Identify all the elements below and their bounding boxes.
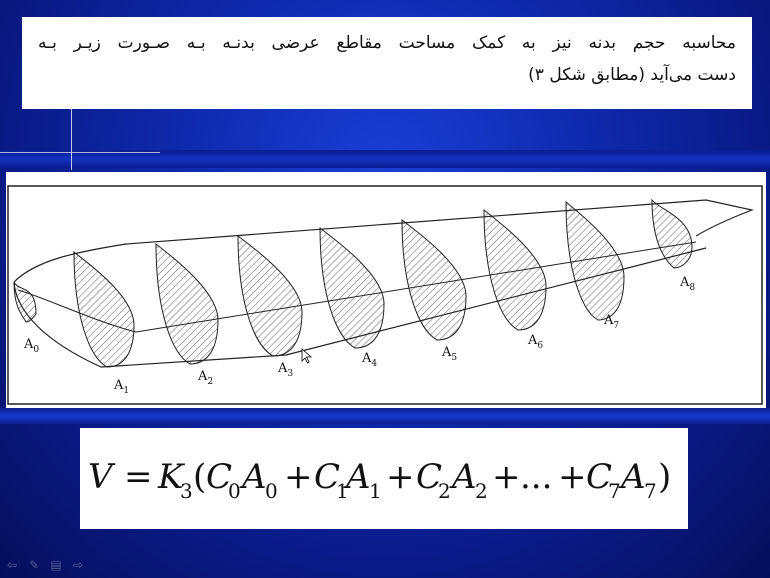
formula-c7: C (586, 457, 613, 497)
mouse-cursor-icon (301, 348, 313, 364)
paragraph-box (22, 17, 752, 109)
formula-k: K (158, 457, 184, 497)
hull-section-6 (484, 210, 546, 330)
section-label-1: $A_1$ (114, 378, 130, 396)
formula-plus-2: + (386, 457, 415, 497)
formula-lhs: V (88, 457, 113, 497)
section-label-4: $A_4$ (362, 351, 378, 369)
decorative-stripe (0, 408, 770, 424)
arrow-left-icon[interactable]: ⇦ (6, 558, 18, 572)
formula-a7-sub: 7 (644, 479, 657, 503)
formula-a2-sub: 2 (475, 479, 488, 503)
formula-c0-sub: 0 (228, 479, 241, 503)
formula-equals: = (124, 457, 153, 497)
section-label-3: $A_3$ (278, 361, 294, 379)
volume-formula (80, 428, 688, 529)
section-label-6: $A_6$ (528, 333, 544, 351)
formula-a7: A (621, 457, 646, 497)
formula-ellipsis: ... (520, 457, 553, 497)
formula-c1-sub: 1 (336, 479, 349, 503)
hull-section-8 (652, 200, 692, 268)
paragraph-line-2: دست می‌آید (مطابق شکل ۳) (528, 65, 736, 85)
section-label-5: $A_5$ (442, 345, 458, 363)
slide-menu-icon[interactable]: ▤ (50, 558, 62, 572)
formula-c2-sub: 2 (438, 479, 451, 503)
formula-c2: C (416, 457, 443, 497)
hull-deck-line (14, 200, 752, 282)
formula-close-paren: ) (658, 457, 672, 497)
formula-c0: C (206, 457, 233, 497)
arrow-right-icon[interactable]: ⇨ (72, 558, 84, 572)
section-label-8: $A_8$ (680, 275, 696, 293)
section-label-7: $A_7$ (604, 313, 620, 331)
pen-icon[interactable]: ✎ (28, 558, 40, 572)
formula-plus-4: + (558, 457, 587, 497)
crosshair-horizontal (0, 152, 160, 153)
hull-figure (6, 172, 766, 408)
hull-section-3 (238, 236, 302, 356)
formula-box (80, 428, 688, 529)
formula-a1: A (346, 457, 371, 497)
formula-a2: A (452, 457, 477, 497)
section-label-0: $A_0$ (24, 337, 40, 355)
formula-plus-1: + (284, 457, 313, 497)
formula-c7-sub: 7 (608, 479, 621, 503)
section-label-2: $A_2$ (198, 369, 214, 387)
formula-k-sub: 3 (180, 479, 193, 503)
hull-section-4 (320, 228, 384, 348)
slideshow-nav (0, 556, 86, 574)
formula-a0-sub: 0 (265, 479, 278, 503)
hull-sections-diagram (6, 172, 766, 408)
hull-section-2 (156, 244, 218, 364)
formula-open-paren: ( (193, 457, 207, 497)
paragraph-line-1: محاسبه حجم بدنه نیز به کمک مساحت مقاطع عرضی بدنـه بـه صـورت زیـر بـه (38, 33, 736, 53)
hull-section-7 (566, 202, 624, 320)
hull-section-5 (402, 220, 466, 340)
formula-plus-3: + (492, 457, 521, 497)
formula-c1: C (314, 457, 341, 497)
formula-a0: A (242, 457, 267, 497)
crosshair-vertical (71, 108, 72, 170)
hull-section-0 (14, 282, 36, 322)
hull-section-1 (74, 252, 134, 367)
formula-a1-sub: 1 (369, 479, 382, 503)
